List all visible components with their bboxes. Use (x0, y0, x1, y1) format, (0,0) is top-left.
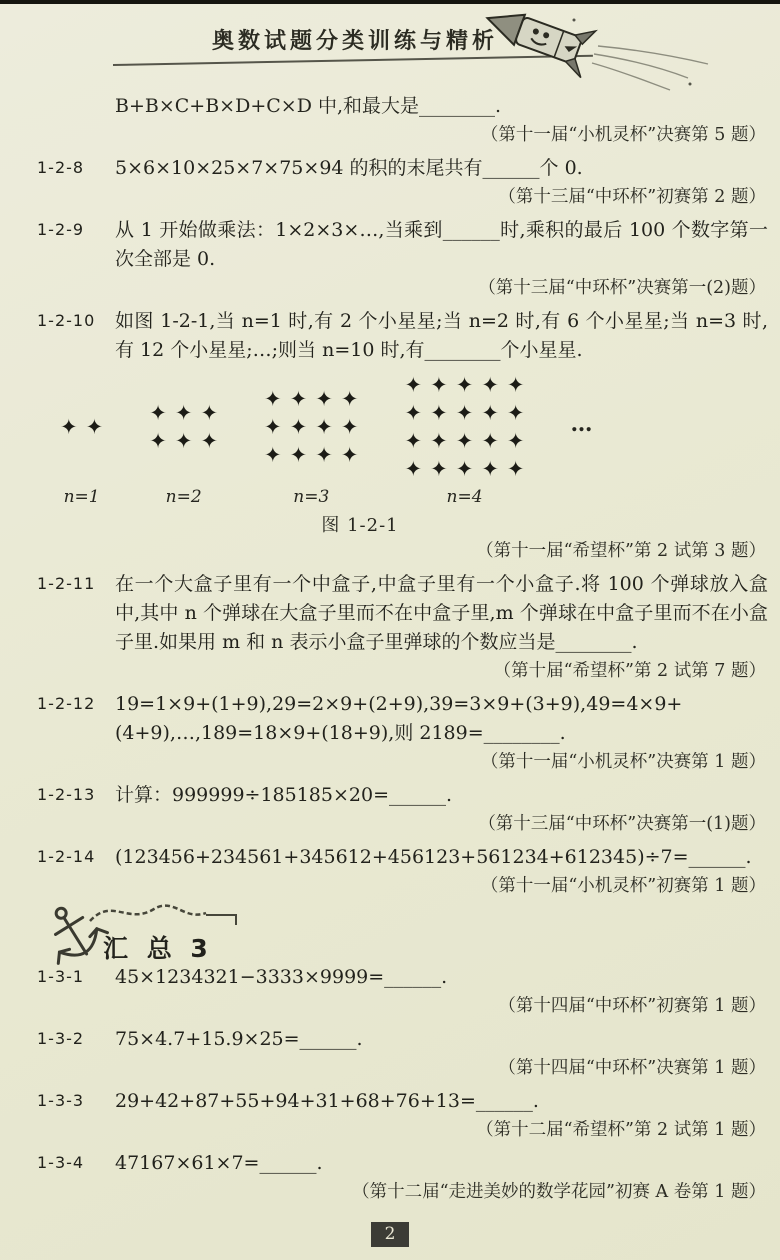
star-group-n3 (264, 367, 358, 507)
figure-caption: 图 1-2-1 (321, 515, 399, 536)
problem-number: 1-2-12 (37, 694, 96, 713)
problem-source: （第十三届“中环杯”决赛第一(2)题） (478, 278, 766, 298)
star-group-n1 (60, 367, 103, 507)
star-icon: ✦ (430, 400, 448, 425)
star-icon: ✦ (430, 456, 448, 481)
page-number-badge: 2 (371, 1222, 409, 1247)
page-title: 奥数试题分类训练与精析 (212, 28, 499, 54)
problem-1-3-3 (0, 1087, 780, 1116)
star-group-label: n=3 (293, 487, 330, 507)
problem-1-2-11 (0, 570, 780, 657)
star-icon: ✦ (455, 428, 474, 453)
page-header (0, 4, 780, 88)
problem-text: 45×1234321−3333×9999=______. (115, 966, 448, 988)
star-icon: ✦ (315, 414, 333, 439)
problem-source: （第十一届“希望杯”第 2 试第 3 题） (476, 541, 766, 561)
star-icon: ✦ (315, 442, 333, 467)
problem-source: （第十二届“走进美妙的数学花园”初赛 A 卷第 1 题） (352, 1182, 766, 1202)
star-icon: ✦ (264, 442, 282, 467)
problem-number: 1-2-10 (37, 311, 96, 330)
star-icon: ✦ (85, 414, 104, 439)
star-icon: ✦ (315, 386, 333, 411)
star-icon: ✦ (289, 414, 308, 439)
page-content (0, 90, 780, 1211)
star-icon: ✦ (174, 428, 193, 453)
star-icon: ✦ (289, 442, 308, 467)
problem-1-2-10 (0, 307, 780, 365)
star-icon: ✦ (200, 428, 219, 453)
star-group-label: n=1 (63, 487, 100, 507)
star-icon: ✦ (455, 456, 474, 481)
star-grid (149, 399, 218, 455)
problem-text: 5×6×10×25×7×75×94 的积的末尾共有______个 0. (115, 157, 583, 179)
star-icon: ✦ (506, 456, 525, 481)
star-icon: ✦ (60, 414, 78, 439)
problem-source: （第十届“希望杯”第 2 试第 7 题） (493, 661, 766, 681)
problem-1-2-8 (0, 154, 780, 183)
star-group-label: n=2 (165, 487, 202, 507)
star-icon: ✦ (340, 414, 359, 439)
star-icon: ✦ (506, 428, 525, 453)
star-icon: ✦ (481, 372, 499, 397)
star-icon: ✦ (481, 400, 499, 425)
star-grid (404, 371, 524, 483)
star-icon: ✦ (149, 428, 167, 453)
problem-source: （第十四届“中环杯”决赛第 1 题） (498, 1058, 766, 1078)
section-title: 汇 总 3 (103, 934, 213, 963)
figure-1-2-1 (0, 367, 780, 537)
problem-1-3-4 (0, 1149, 780, 1178)
star-icon: ✦ (340, 386, 359, 411)
star-icon: ✦ (506, 372, 525, 397)
problem-source: （第十一届“小机灵杯”初赛第 1 题） (480, 876, 766, 896)
problem-1-2-13 (0, 781, 780, 810)
star-group-n4 (404, 367, 524, 507)
problem-source: （第十一届“小机灵杯”决赛第 5 题） (480, 125, 766, 145)
problem-text: 29+42+87+55+94+31+68+76+13=______. (115, 1090, 539, 1112)
problem-number: 1-2-9 (37, 220, 85, 239)
star-icon: ✦ (430, 428, 448, 453)
rocket-icon (482, 8, 722, 96)
star-icon: ✦ (264, 386, 282, 411)
problem-number: 1-2-13 (37, 785, 96, 804)
problem-source: （第十一届“小机灵杯”决赛第 1 题） (480, 752, 766, 772)
star-icon: ✦ (404, 400, 423, 425)
star-icon: ✦ (174, 400, 193, 425)
problem-number: 1-3-4 (37, 1153, 85, 1172)
continuation-ellipsis: … (570, 411, 593, 437)
problem-text: 在一个大盒子里有一个中盒子,中盒子里有一个小盒子.将 100 个弹球放入盒中,其中 n 个弹球在大盒子里而不在中盒子里,m 个弹球在中盒子里而不在小盒子里.如果用 m 和 n 表示小盒子里弹球的个数应当是________. (115, 573, 768, 653)
problem-text: 19=1×9+(1+9),29=2×9+(2+9),39=3×9+(3+9),49=4×9+(4+9),…,189=18×9+(18+9),则 2189=________. (115, 693, 683, 744)
star-icon: ✦ (200, 400, 219, 425)
star-icon: ✦ (455, 372, 474, 397)
problem-source: （第十二届“希望杯”第 2 试第 1 题） (476, 1120, 766, 1140)
problem-1-2-14 (0, 843, 780, 872)
problem-text: 计算：999999÷185185×20=______. (115, 784, 453, 806)
star-icon: ✦ (455, 400, 474, 425)
problem-continuation-text: B+B×C+B×D+C×D 中,和最大是________. (115, 95, 502, 117)
problem-number: 1-2-11 (37, 574, 96, 593)
problem-text: (123456+234561+345612+456123+561234+612345)÷7=______. (115, 846, 752, 868)
star-icon: ✦ (404, 428, 423, 453)
star-grid (264, 385, 358, 469)
problem-1-2-9 (0, 216, 780, 274)
star-diagram (0, 367, 780, 507)
star-icon: ✦ (289, 386, 308, 411)
problem-number: 1-3-1 (37, 967, 85, 986)
problem-1-3-2 (0, 1025, 780, 1054)
problem-text: 如图 1-2-1,当 n=1 时,有 2 个小星星;当 n=2 时,有 6 个小星星;当 n=3 时,有 12 个小星星;…;则当 n=10 时,有________个小星星. (115, 310, 768, 361)
star-icon: ✦ (430, 372, 448, 397)
problem-number: 1-2-14 (37, 847, 96, 866)
star-icon: ✦ (340, 442, 359, 467)
problem-1-2-12 (0, 690, 780, 748)
star-grid (60, 413, 103, 441)
star-icon: ✦ (481, 456, 499, 481)
star-icon: ✦ (481, 428, 499, 453)
problem-text: 47167×61×7=______. (115, 1152, 323, 1174)
star-icon: ✦ (149, 400, 167, 425)
problem-source: （第十三届“中环杯”初赛第 2 题） (498, 187, 766, 207)
star-icon: ✦ (404, 372, 423, 397)
star-icon: ✦ (264, 414, 282, 439)
section-header (0, 905, 780, 963)
star-icon: ✦ (506, 400, 525, 425)
problem-text: 从 1 开始做乘法：1×2×3×…,当乘到______时,乘积的最后 100 个数字第一次全部是 0. (115, 219, 768, 270)
problem-text: 75×4.7+15.9×25=______. (115, 1028, 363, 1050)
problem-source: （第十三届“中环杯”决赛第一(1)题） (478, 814, 766, 834)
problem-number: 1-3-3 (37, 1091, 85, 1110)
star-icon: ✦ (404, 456, 423, 481)
problem-source: （第十四届“中环杯”初赛第 1 题） (498, 996, 766, 1016)
star-group-n2 (149, 367, 218, 507)
problem-number: 1-2-8 (37, 158, 85, 177)
problem-number: 1-3-2 (37, 1029, 85, 1048)
star-group-label: n=4 (446, 487, 483, 507)
